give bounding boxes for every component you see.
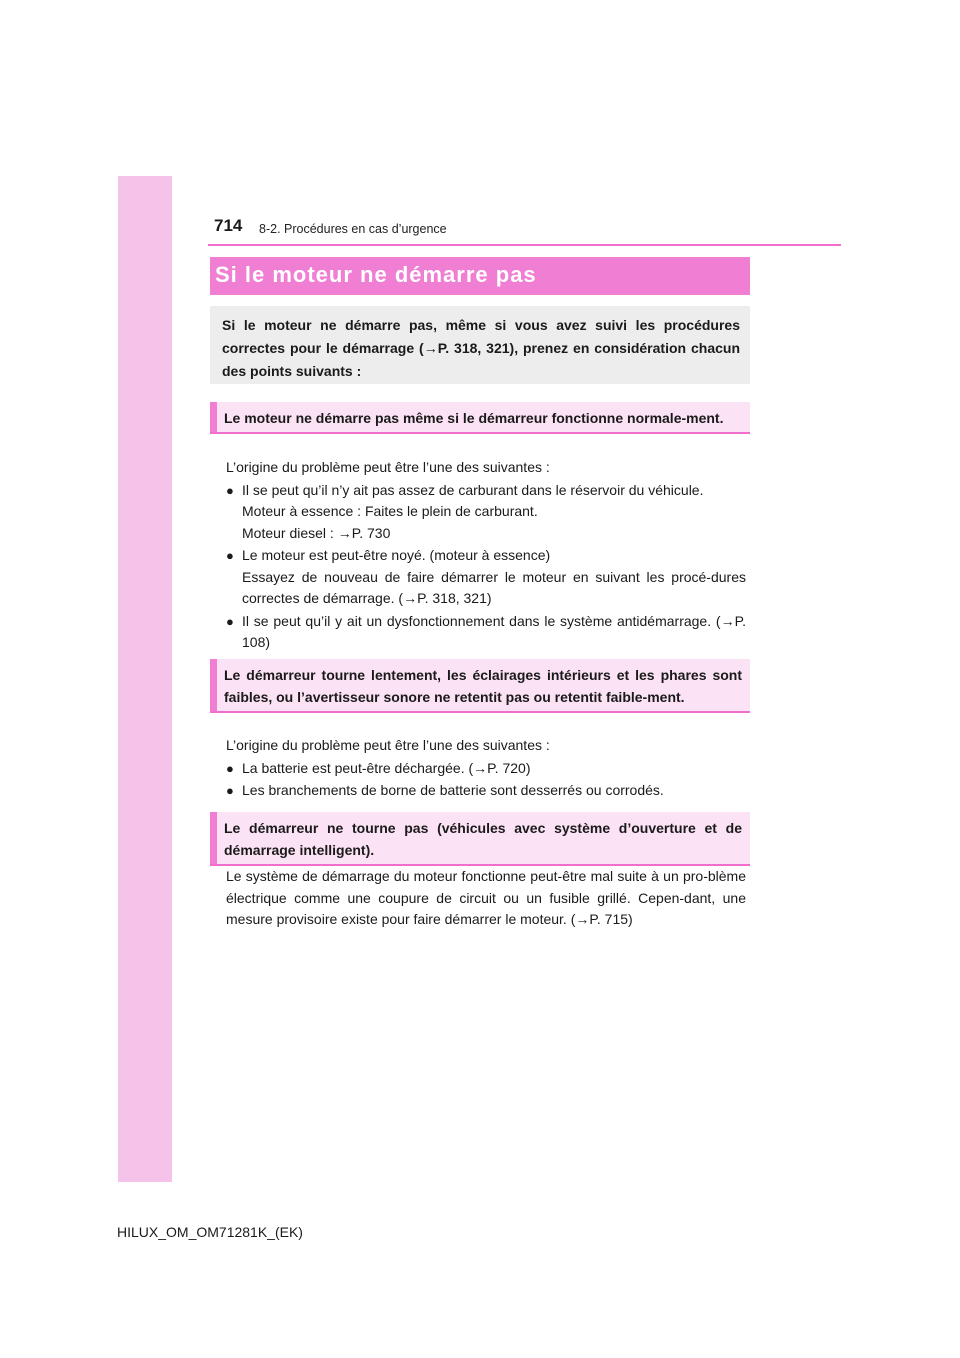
- section-1-lead: L’origine du problème peut être l’une des suivantes :: [226, 459, 550, 475]
- section-3-text: Le système de démarrage du moteur fonctionne peut-être mal suite à un pro-blème électrique comme une coupure de circuit ou un fusible grillé. Cepen-dant, une mesure provisoire existe pour faire démarrer le moteur. (→P. 715): [226, 868, 746, 927]
- bullet-item: [226, 480, 746, 545]
- bullet-icon: ●: [226, 613, 234, 629]
- bullet-line: Les branchements de borne de batterie sont desserrés ou corrodés.: [242, 782, 664, 798]
- bullet-item: [226, 780, 746, 802]
- bullet-icon: ●: [226, 482, 234, 498]
- bullet-icon: ●: [226, 548, 234, 563]
- bullet-line: Moteur diesel : →P. 730: [242, 524, 391, 541]
- bullet-item: [226, 545, 746, 610]
- page-title: Si le moteur ne démarre pas: [215, 262, 537, 287]
- bullet-line: Le moteur est peut-être noyé. (moteur à essence): [242, 547, 551, 563]
- subheading-1: [210, 402, 750, 434]
- intro-text: Si le moteur ne démarre pas, même si vous avez suivi les procédures correctes pour le démarrage (→P. 318, 321), prenez en considération chacun des points suivants :: [222, 317, 740, 379]
- section-2-lead: L’origine du problème peut être l’une des suivantes :: [226, 737, 550, 753]
- subheading-accent: [210, 812, 217, 864]
- subheading-3-text: Le démarreur ne tourne pas (véhicules avec système d’ouverture et de démarrage intelligent).: [224, 820, 742, 858]
- bullet-line: Moteur à essence : Faites le plein de carburant.: [242, 503, 538, 519]
- document-footer: HILUX_OM_OM71281K_(EK): [117, 1224, 303, 1240]
- section-3-body: [226, 866, 746, 931]
- subheading-1-text: Le moteur ne démarre pas même si le démarreur fonctionne normale-ment.: [224, 410, 724, 426]
- bullet-item: [226, 611, 746, 654]
- header-divider: [208, 244, 841, 246]
- section-1-body: [226, 457, 746, 654]
- section-header: 8-2. Procédures en cas d’urgence: [259, 222, 447, 236]
- bullet-line: Essayez de nouveau de faire démarrer le moteur en suivant les procé-dures correctes de démarrage. (→P. 318, 321): [242, 568, 746, 606]
- subheading-accent: [210, 659, 217, 711]
- subheading-2: [210, 659, 750, 713]
- bullet-icon: ●: [226, 760, 234, 776]
- section-2-body: [226, 735, 746, 802]
- bullet-item: [226, 758, 746, 780]
- subheading-3: [210, 812, 750, 866]
- page-side-tab: [118, 176, 172, 1182]
- bullet-line: La batterie est peut-être déchargée. (→P. 720): [242, 759, 531, 776]
- bullet-line: Il se peut qu’il n’y ait pas assez de carburant dans le réservoir du véhicule.: [242, 481, 704, 498]
- subheading-accent: [210, 402, 217, 432]
- bullet-line: Il se peut qu’il y ait un dysfonctionnement dans le système antidémarrage. (→P. 108): [242, 612, 746, 650]
- subheading-2-text: Le démarreur tourne lentement, les éclairages intérieurs et les phares sont faibles, ou l’avertisseur sonore ne retentit pas ou retentit faible-ment.: [224, 667, 742, 705]
- bullet-icon: ●: [226, 783, 234, 798]
- page-number: 714: [214, 216, 243, 235]
